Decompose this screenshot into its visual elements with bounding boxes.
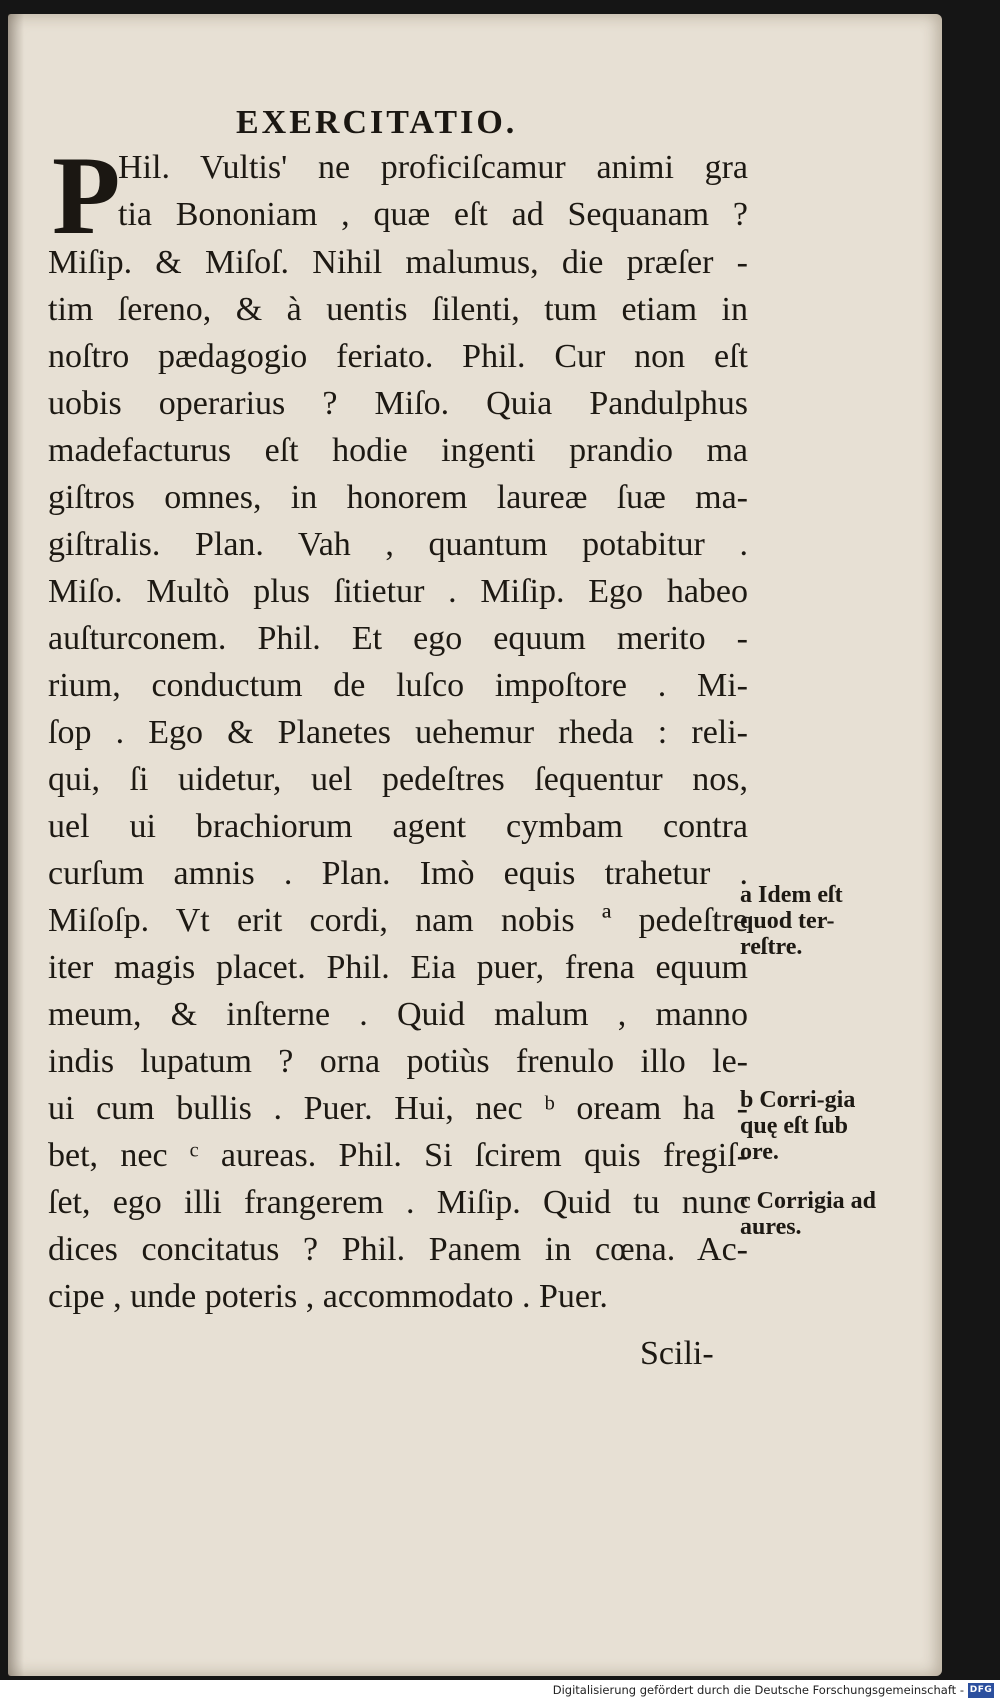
dfg-logo: DFG — [968, 1683, 994, 1698]
text-line: auſturconem. Phil. Et ego equum merito - — [48, 620, 748, 657]
text-line: tia Bononiam , quæ eſt ad Sequanam ? — [118, 196, 748, 233]
text-line: Miſo. Multò plus ſitietur . Miſip. Ego habeo — [48, 573, 748, 610]
footer-credit: Digitalisierung gefördert durch die Deutsche Forschungsgemeinschaft - — [552, 1683, 964, 1697]
text-line: giſtralis. Plan. Vah , quantum potabitur . — [48, 526, 748, 563]
text-line: rium, conductum de luſco impoſtore . Mi- — [48, 667, 748, 704]
catchword: Scili- — [640, 1335, 714, 1372]
drop-cap: P — [52, 134, 121, 258]
margin-note-a: a Idem eſt quod ter-reſtre. — [740, 882, 843, 960]
footer-bar — [0, 1680, 1000, 1703]
text-line: Miſip. & Miſoſ. Nihil malumus, die præſer - — [48, 244, 748, 281]
text-line: ſet, ego illi frangerem . Miſip. Quid tu nunc — [48, 1184, 748, 1221]
text-line: cipe , unde poteris , accommodato . Puer. — [48, 1278, 608, 1315]
running-head: EXERCITATIO. — [236, 104, 518, 141]
gutter-shadow — [8, 14, 24, 1676]
text-line: uobis operarius ? Miſo. Quia Pandulphus — [48, 385, 748, 422]
text-line: tim ſereno, & à uentis ſilenti, tum etiam in — [48, 291, 748, 328]
margin-note-c: c Corrigia ad aures. — [740, 1188, 876, 1240]
text-line: qui, ſi uidetur, uel pedeſtres ſequentur nos, — [48, 761, 748, 798]
text-line: uel ui brachiorum agent cymbam contra — [48, 808, 748, 845]
text-line: iter magis placet. Phil. Eia puer, frena equum — [48, 949, 748, 986]
text-line: giſtros omnes, in honorem laureæ ſuæ ma- — [48, 479, 748, 516]
text-line: indis lupatum ? orna potiùs frenulo illo le- — [48, 1043, 748, 1080]
text-line: noſtro pædagogio feriato. Phil. Cur non eſt — [48, 338, 748, 375]
text-line: Hil. Vultis' ne proficiſcamur animi gra — [118, 149, 748, 186]
text-line: madefacturus eſt hodie ingenti prandio ma — [48, 432, 748, 469]
text-line: bet, nec ᶜ aureas. Phil. Si ſcirem quis fregiſ- — [48, 1137, 748, 1174]
text-line: meum, & inſterne . Quid malum , manno — [48, 996, 748, 1033]
margin-note-b: b Corri-gia quę eſt ſub ore. — [740, 1087, 856, 1165]
text-line: curſum amnis . Plan. Imò equis trahetur . — [48, 855, 748, 892]
text-line: ſop . Ego & Planetes uehemur rheda : reli- — [48, 714, 748, 751]
text-line: dices concitatus ? Phil. Panem in cœna. Ac- — [48, 1231, 748, 1268]
text-line: Miſoſp. Vt erit cordi, nam nobis ª pedeſtre — [48, 902, 748, 939]
text-line: ui cum bullis . Puer. Hui, nec ᵇ oream ha - — [48, 1090, 748, 1127]
